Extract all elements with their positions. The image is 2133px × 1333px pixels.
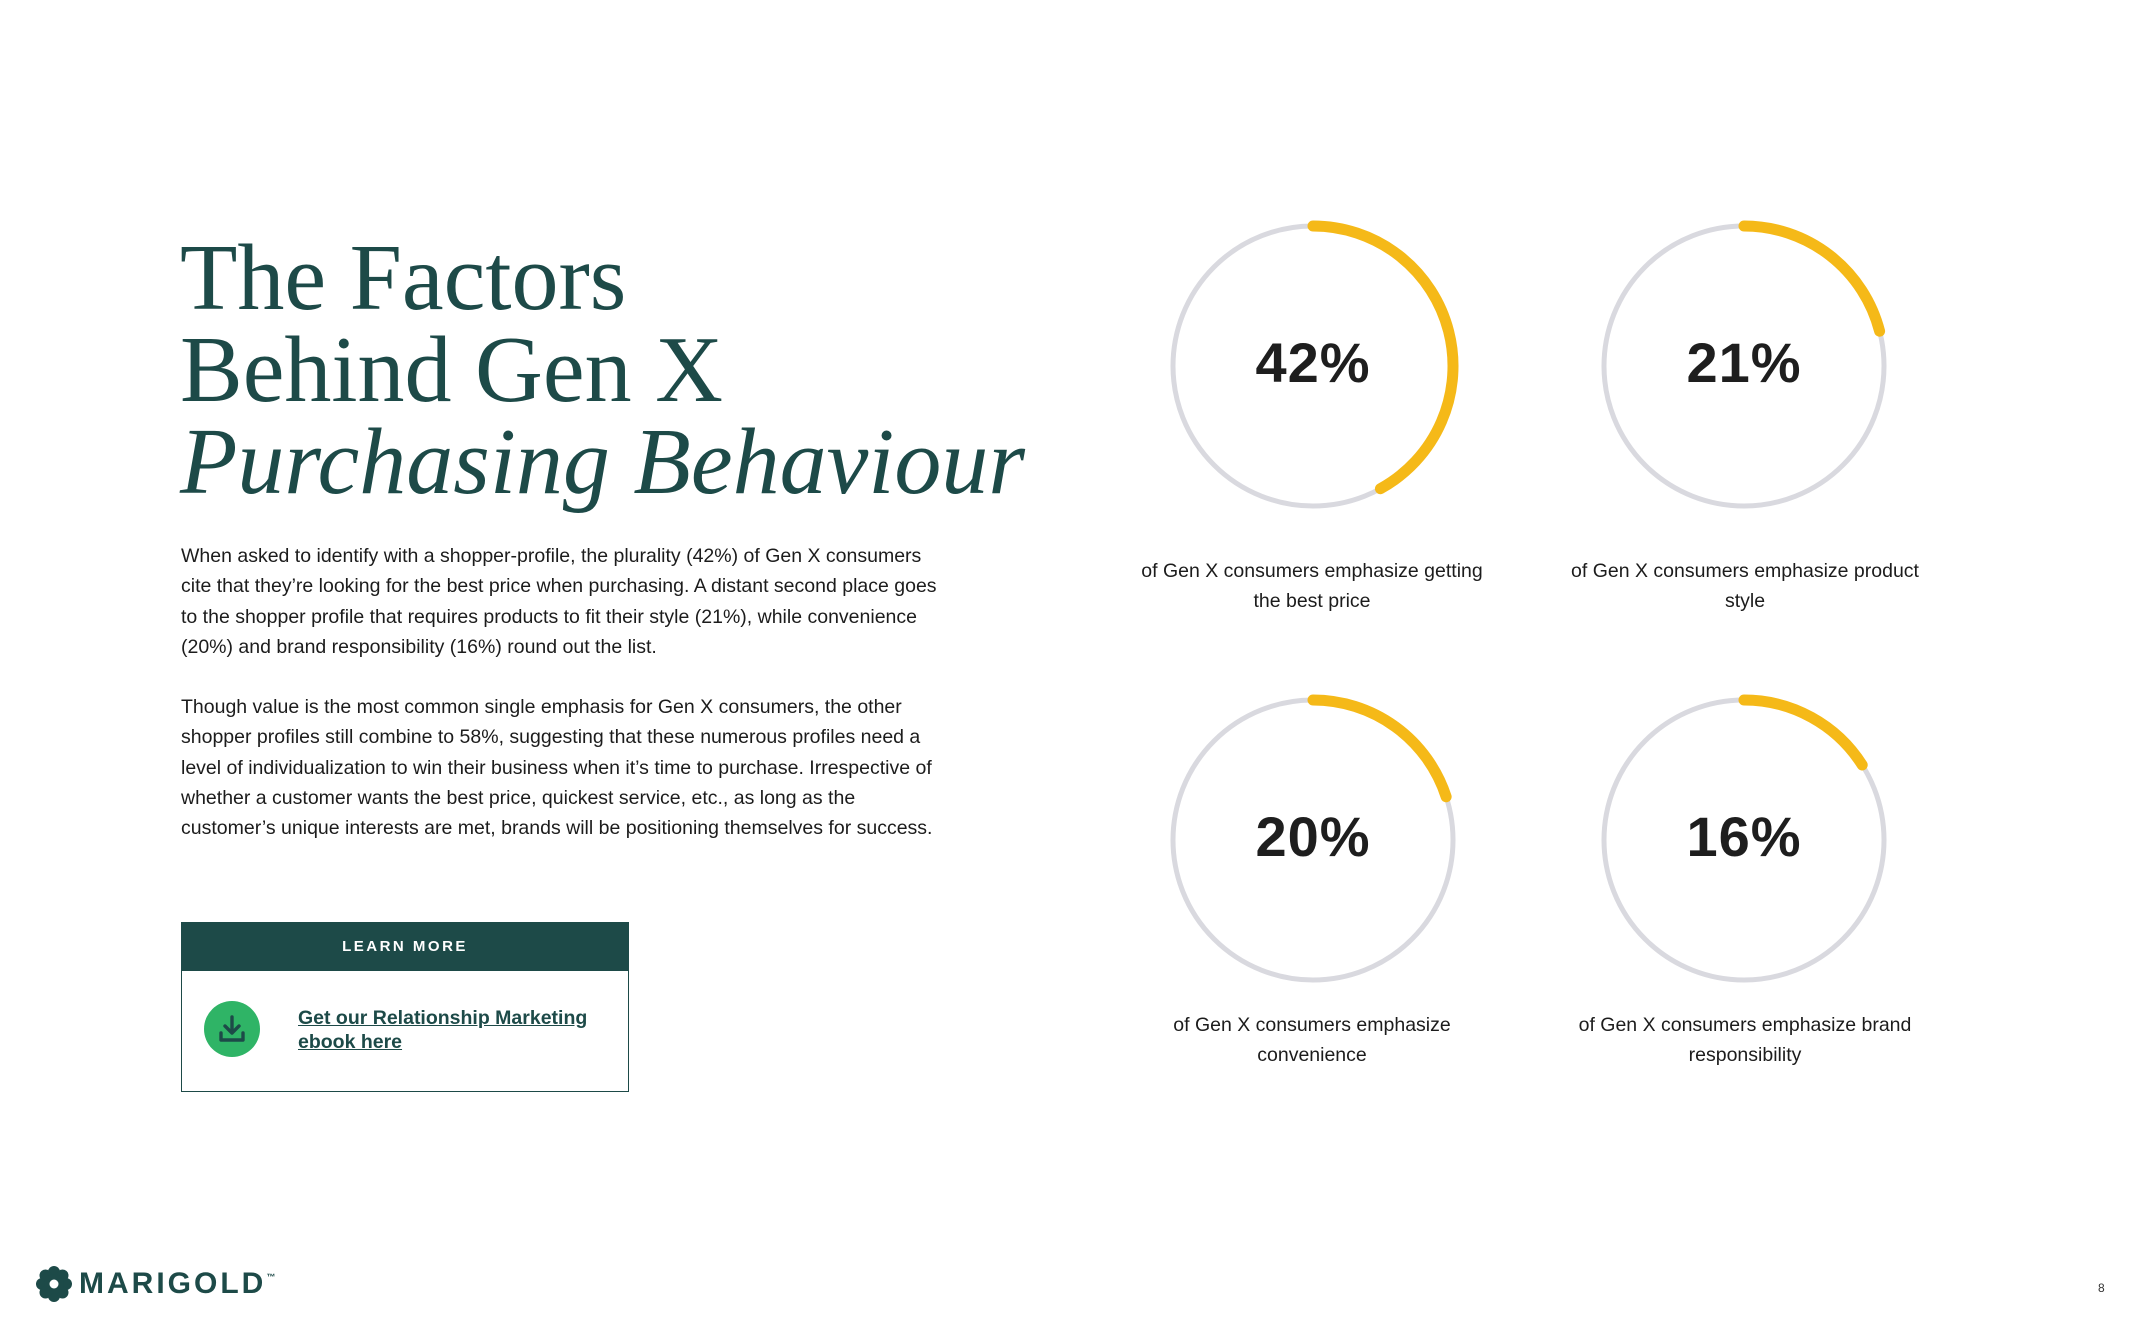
ebook-link[interactable]: Get our Relationship Marketing ebook here [298,1007,588,1053]
stat-value: 21% [1686,331,1802,394]
page-title [180,226,1025,514]
stat-ring-convenience [1163,690,1463,990]
title-line-1: The Factors [180,226,627,330]
stat-ring-brand-responsibility [1594,690,1894,990]
download-icon[interactable] [204,1001,260,1057]
ring-progress-arc [1313,700,1446,797]
intro-paragraph: When asked to identify with a shopper-profile, the plurality (42%) of Gen X consumers cite that they’re looking for the best price when purchasing. A distant second place goes to the shopper profile that requires products to fit their style (21%), while convenience (20%) and brand responsibility (16%) round out the list. [181,545,937,658]
page-number: 8 [2098,1281,2105,1295]
logo-wordmark: MARIGOLD [79,1267,267,1300]
marigold-logo [36,1264,275,1304]
stat-ring-product-style [1594,216,1894,516]
learn-more-header: LEARN MORE [181,922,629,971]
ring-progress-arc [1744,226,1880,331]
flower-icon [36,1266,72,1302]
learn-more-box [181,971,629,1092]
stat-caption: of Gen X consumers emphasize convenience [1173,1014,1451,1066]
stat-value: 16% [1686,805,1802,868]
stat-value: 20% [1255,805,1371,868]
title-line-2: Behind Gen X [180,318,724,422]
title-line-3: Purchasing Behaviour [180,410,1025,514]
stat-value: 42% [1255,331,1371,394]
stat-caption: of Gen X consumers emphasize getting the best price [1141,560,1483,612]
logo-trademark: ™ [266,1272,276,1282]
stat-caption: of Gen X consumers emphasize product style [1571,560,1919,612]
ring-progress-arc [1744,700,1862,765]
analysis-paragraph: Though value is the most common single emphasis for Gen X consumers, the other shopper profiles still combine to 58%, suggesting that these numerous profiles need a level of individualization to win their business when it’s time to purchase. Irrespective of whether a customer wants the best price, quickest service, etc., as long as the customer’s unique interests are met, brands will be positioning themselves for success. [181,696,933,840]
stat-caption: of Gen X consumers emphasize brand responsibility [1578,1014,1912,1066]
stat-ring-best-price [1163,216,1463,516]
